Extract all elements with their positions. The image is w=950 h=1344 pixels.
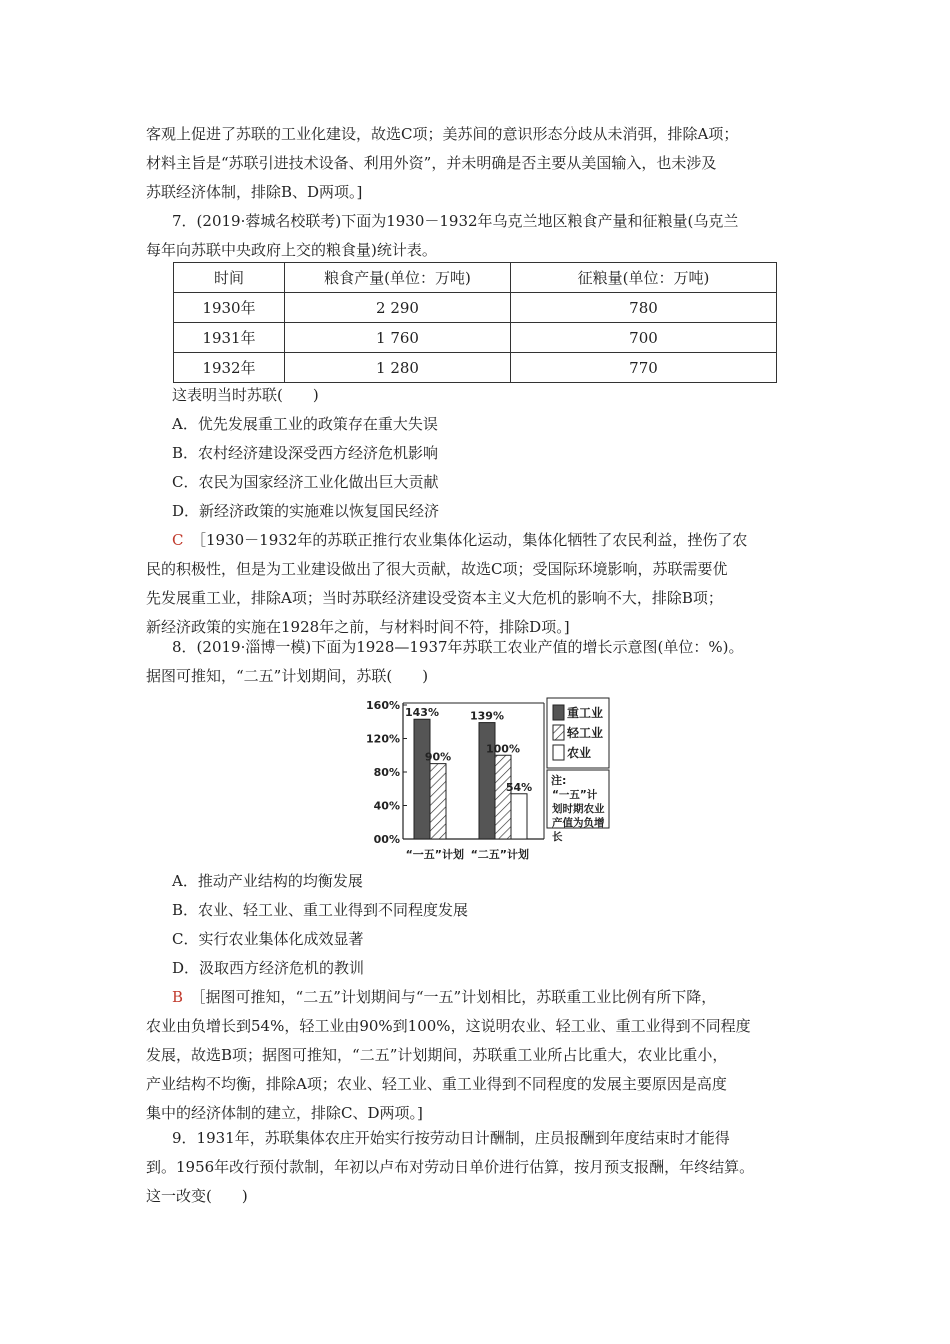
table-header: 征粮量(单位：万吨) [511, 263, 777, 293]
y-tick-label: 160% [366, 699, 400, 712]
table-header: 粮食产量(单位：万吨) [285, 263, 511, 293]
q7-option-b: B．农村经济建设深受西方经济危机影响 [172, 444, 439, 462]
q9-stem: 9．1931年，苏联集体农庄开始实行按劳动日计酬制，庄员报酬到年度结束时才能得 [172, 1129, 730, 1147]
y-tick-label: 80% [373, 766, 400, 779]
table-cell: 1 760 [285, 323, 511, 353]
q8-option-d: D．汲取西方经济危机的教训 [172, 959, 365, 977]
table-row [174, 353, 777, 383]
bar-value-label: 54% [505, 780, 533, 794]
growth-bar-chart [364, 693, 624, 868]
note-line: 产值为负增 [552, 817, 605, 829]
text-line: 新经济政策的实施在1928年之前，与材料时间不符，排除D项。] [146, 618, 570, 636]
note-line: 长 [552, 831, 563, 843]
legend-label: 农业 [567, 746, 592, 760]
x-category-label: “二五”计划 [470, 848, 530, 861]
q7-answer: C [172, 531, 184, 549]
note-line: “一五”计 [552, 789, 598, 801]
q7-option-a: A．优先发展重工业的政策存在重大失误 [172, 415, 438, 433]
y-tick-label: 120% [366, 732, 400, 746]
text-line: 产业结构不均衡，排除A项；农业、轻工业、重工业得到不同程度的发展主要原因是高度 [146, 1075, 727, 1093]
table-header-row [174, 263, 777, 293]
table-row [174, 293, 777, 323]
bar-1-1 [495, 755, 511, 839]
bar-value-label: 139% [470, 709, 504, 723]
table-cell: 1 280 [285, 353, 511, 383]
bar-2-1 [511, 794, 527, 839]
q8-answer: B [172, 988, 184, 1006]
q7-option-d: D．新经济政策的实施难以恢复国民经济 [172, 502, 440, 520]
legend-swatch [553, 725, 564, 740]
bar-0-1 [479, 723, 495, 839]
legend-label: 轻工业 [567, 726, 604, 740]
q8-option-b: B．农业、轻工业、重工业得到不同程度发展 [172, 901, 469, 919]
grain-table [173, 262, 777, 383]
q8-option-a: A．推动产业结构的均衡发展 [172, 872, 363, 890]
text-line: 苏联经济体制，排除B、D两项。] [146, 183, 363, 201]
q7-option-c: C．农民为国家经济工业化做出巨大贡献 [172, 473, 439, 491]
table-row [174, 323, 777, 353]
q8-stem-cont: 据图可推知，“二五”计划期间，苏联( ) [146, 667, 429, 685]
bar-value-label: 143% [405, 706, 439, 720]
text-line: 到。1956年改行预付款制，年初以卢布对劳动日单价进行估算，按月预支报酬，年终结算。 [146, 1158, 755, 1176]
table-cell: 700 [511, 323, 777, 353]
bar-value-label: 90% [424, 750, 452, 764]
text-line: 客观上促进了苏联的工业化建设，故选C项；美苏间的意识形态分歧从未消弭，排除A项； [146, 125, 739, 143]
q8-explanation [172, 983, 832, 1012]
text-line: 发展，故选B项；据图可推知，“二五”计划期间，苏联重工业所占比重大，农业比重小， [146, 1046, 728, 1064]
q7-stem: 7．(2019·蓉城名校联考)下面为1930－1932年乌克兰地区粮食产量和征粮量(乌克兰 [172, 212, 739, 230]
bar-value-label: 100% [486, 742, 520, 756]
y-tick-label: 00% [373, 833, 400, 846]
table-cell: 1930年 [174, 293, 285, 323]
q7-prompt: 这表明当时苏联( ) [172, 386, 319, 404]
table-cell: 770 [511, 353, 777, 383]
text-line: 集中的经济体制的建立，排除C、D两项。] [146, 1104, 423, 1122]
explain-text: ［据图可推知，“二五”计划期间与“一五”计划相比，苏联重工业比例有所下降， [198, 988, 717, 1006]
text-line: 这一改变( ) [146, 1187, 248, 1205]
legend-label: 重工业 [567, 706, 604, 720]
table-cell: 1932年 [174, 353, 285, 383]
q7-explanation [172, 526, 832, 555]
q8-option-c: C．实行农业集体化成效显著 [172, 930, 364, 948]
text-line: 农业由负增长到54%，轻工业由90%到100%，这说明农业、轻工业、重工业得到不同程度 [146, 1017, 751, 1035]
table-cell: 1931年 [174, 323, 285, 353]
text-line: 材料主旨是“苏联引进技术设备、利用外资”，并未明确是否主要从美国输入，也未涉及 [146, 154, 717, 172]
note-line: 划时期农业 [552, 803, 605, 815]
table-cell: 780 [511, 293, 777, 323]
text-line: 先发展重工业，排除A项；当时苏联经济建设受资本主义大危机的影响不大，排除B项； [146, 589, 723, 607]
q8-stem: 8．(2019·淄博一模)下面为1928—1937年苏联工农业产值的增长示意图(单位：%)。 [172, 638, 744, 656]
x-category-label: “一五”计划 [405, 848, 465, 861]
q7-stem-cont: 每年向苏联中央政府上交的粮食量)统计表。 [146, 241, 437, 259]
legend-swatch [553, 705, 564, 720]
explain-text: ［1930－1932年的苏联正推行农业集体化运动，集体化牺牲了农民利益，挫伤了农 [198, 531, 748, 549]
text-line: 民的积极性，但是为工业建设做出了很大贡献，故选C项；受国际环境影响，苏联需要优 [146, 560, 728, 578]
table-header: 时间 [174, 263, 285, 293]
bar-0-0 [414, 719, 430, 839]
legend-swatch [553, 745, 564, 760]
table-cell: 2 290 [285, 293, 511, 323]
y-tick-label: 40% [373, 799, 400, 813]
bar-1-0 [430, 764, 446, 839]
note-title: 注: [551, 774, 567, 787]
